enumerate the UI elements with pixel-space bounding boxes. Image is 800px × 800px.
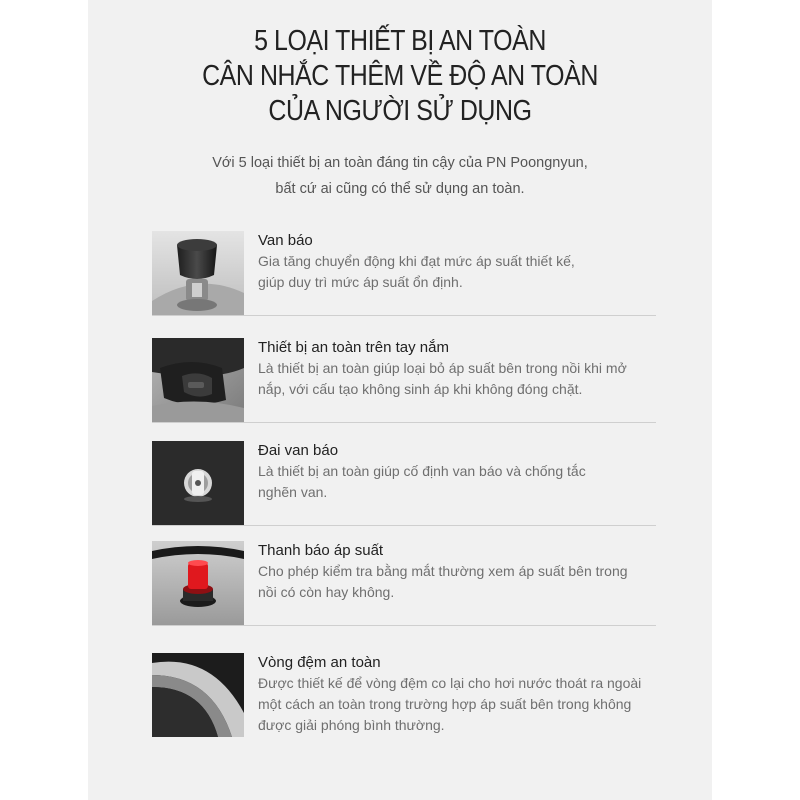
feature-name: Đai van báo: [258, 442, 339, 459]
feature-name: Thanh báo áp suất: [258, 542, 384, 559]
feature-description: Cho phép kiểm tra bằng mắt thường xem áp suất bên trong nồi có còn hay không.: [258, 563, 628, 600]
feature-name: Thiết bị an toàn trên tay nắm: [258, 339, 449, 356]
feature-pressure-valve: [152, 231, 656, 316]
title-line-3: CỦA NGƯỜI SỬ DỤNG: [268, 95, 532, 127]
divider: [152, 525, 656, 526]
handle-safety-icon: [152, 338, 244, 422]
pressure-indicator-icon: [152, 541, 244, 625]
feature-name: Van báo: [258, 232, 313, 249]
pressure-valve-icon: [152, 231, 244, 315]
feature-pressure-indicator: [152, 541, 656, 626]
title-line-1: 5 LOẠI THIẾT BỊ AN TOÀN: [254, 25, 546, 57]
safety-gasket-icon: [152, 653, 244, 737]
feature-description: Được thiết kế để vòng đệm co lại cho hơi nước thoát ra ngoài một cách an toàn trong trường hợp áp suất bên trong không được giải phóng bình thường.: [258, 675, 642, 733]
feature-description: Là thiết bị an toàn giúp loại bỏ áp suất bên trong nồi khi mở nắp, với cấu tạo không sinh áp khi không đóng chặt.: [258, 360, 627, 397]
title-line-2: CÂN NHẮC THÊM VỀ ĐỘ AN TOÀN: [202, 60, 598, 92]
valve-band-icon: [152, 441, 244, 525]
intro-line-2: bất cứ ai cũng có thể sử dụng an toàn.: [275, 181, 525, 197]
feature-description: Gia tăng chuyển động khi đạt mức áp suất thiết kế, giúp duy trì mức áp suất ổn định.: [258, 253, 575, 290]
feature-safety-gasket: [152, 653, 656, 738]
feature-description: Là thiết bị an toàn giúp cố định van báo và chống tắc nghẽn van.: [258, 463, 586, 500]
feature-valve-band: [152, 441, 656, 526]
intro-line-1: Với 5 loại thiết bị an toàn đáng tin cậy của PN Poongnyun,: [212, 155, 588, 171]
page-title: [132, 24, 669, 129]
feature-handle-safety: [152, 338, 656, 423]
divider: [152, 625, 656, 626]
divider: [152, 422, 656, 423]
divider: [152, 315, 656, 316]
feature-name: Vòng đệm an toàn: [258, 654, 381, 671]
intro-text: [88, 150, 712, 202]
